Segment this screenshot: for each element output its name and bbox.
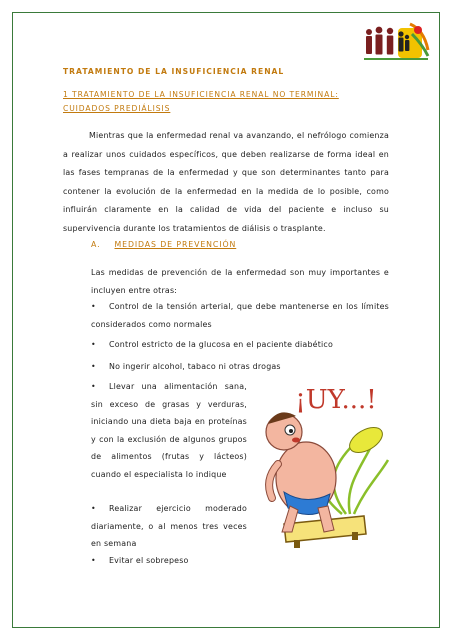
list-item [91,378,247,483]
list-item [91,298,389,333]
section-heading: 1 TRATAMIENTO DE LA INSUFICIENCIA RENAL NO TERMINAL: CUIDADOS PREDIÁLISIS [63,90,339,113]
list-item [91,552,291,570]
logo-family-icon [360,20,432,64]
list-item-text: Realizar ejercicio moderado diariamente, o al menos tres veces en semana [91,504,247,548]
list-item-text: No ingerir alcohol, tabaco ni otras drogas [109,362,281,371]
subsection-heading [91,240,236,249]
list-item-text: Evitar el sobrepeso [109,556,189,565]
page-title: TRATAMIENTO DE LA INSUFICIENCIA RENAL [63,67,285,76]
cartoon-scale-icon [254,374,396,554]
bullet-icon: • [91,382,96,391]
intro-paragraph: Mientras que la enfermedad renal va avanzando, el nefrólogo comienza a realizar unos cuidados específicos, que deben realizarse de forma ideal en las fases tempranas de la enfermedad y que son determinantes tanto para contener la evolución de la enfermedad en la medida de lo posible, como influirán claramente en la calidad de vida del paciente e incluso su supervivencia durante los tratamientos de diálisis o trasplante. [63,131,389,233]
list-item-text: Control de la tensión arterial, que debe mantenerse en los límites considerados como normales [91,302,389,329]
bullet-icon: • [91,302,96,311]
list-item [91,358,389,376]
bullet-icon: • [91,362,96,371]
cartoon-caption: ¡UY...! [295,385,377,415]
bullet-icon: • [91,504,96,513]
list-item-text: Control estricto de la glucosa en el paciente diabético [109,340,333,349]
list-item [91,336,389,354]
subsection-intro: Las medidas de prevención de la enfermedad son muy importantes e incluyen entre otras: [91,268,389,295]
list-item-text: Llevar una alimentación sana, sin exceso de grasas y verduras, iniciando una dieta baja en proteínas y con la exclusión de algunos grupos de alimentos (frutas y lácteos) cuando el especialista lo indique [91,382,247,479]
bullet-icon: • [91,556,96,565]
bullet-icon: • [91,340,96,349]
subsection-letter: A. [91,240,101,249]
subsection-label: MEDIDAS DE PREVENCIÓN [114,240,237,249]
list-item [91,500,247,553]
